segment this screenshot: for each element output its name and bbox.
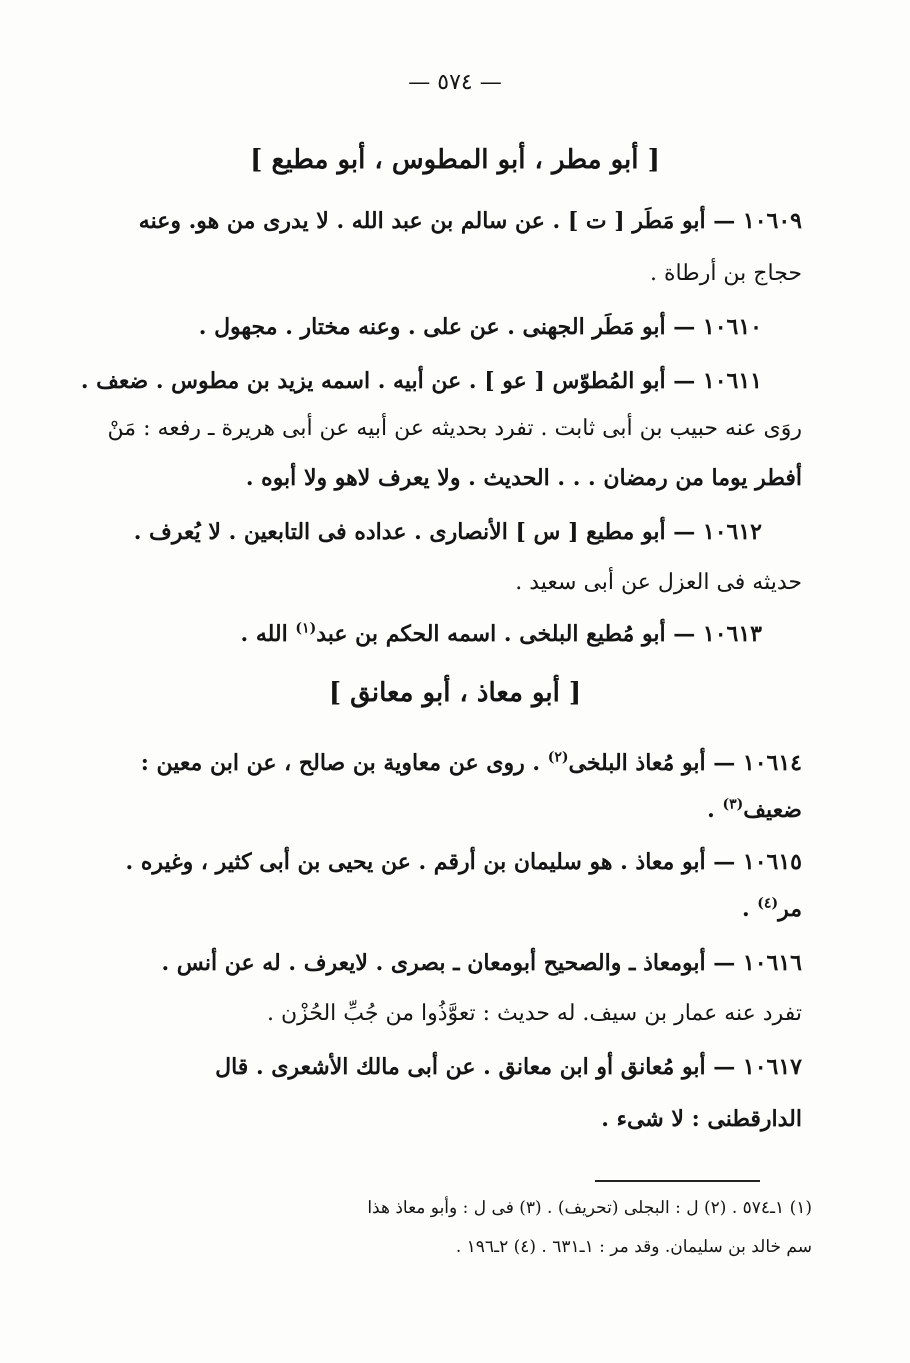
entry-10616-line2: تفرد عنه عمار بن سيف. له حديث : تعوَّذُوا من جُبِّ الحُزْن .: [266, 1001, 802, 1026]
entry-10611-line2: روَى عنه حبيب بن أبى ثابت . تفرد بحديثه عن أبيه عن أبى هريرة ـ رفعه : مَنْ: [107, 416, 802, 441]
footnotes-line2: سم خالد بن سليمان. وقد مر : ١ـ٦٣١ . (٤) ٢ـ١٩٦ .: [455, 1237, 812, 1257]
entry-10613-text: ١٠٦١٣ — أبو مُطيع البلخى . اسمه الحكم بن عبد: [316, 621, 762, 647]
entry-10614-end: .: [707, 797, 715, 823]
entry-10613-text-end: الله .: [240, 621, 288, 647]
footnotes-line1: (١) ١ـ٥٧٤ . (٢) ل : البجلى (تحريف) . (٣) فى ل : وأبو معاذ هذا: [367, 1198, 812, 1218]
entry-10617-line1: ١٠٦١٧ — أبو مُعانق أو ابن معانق . عن أبى مالك الأشعرى . قال: [215, 1054, 802, 1080]
footnote-ref-1: (١): [295, 620, 317, 637]
entry-10610-line1: ١٠٦١٠ — أبو مَطَر الجهنى . عن على . وعنه مختار . مجهول .: [198, 314, 762, 340]
entry-10614-text: ١٠٦١٤ — أبو مُعاذ البلخى: [568, 750, 802, 776]
entry-10609-line1: ١٠٦٠٩ — أبو مَطَر [ ت ] . عن سالم بن عبد الله . لا يدرى من هو. وعنه: [138, 208, 802, 234]
entry-10615-line2: [102, 892, 802, 926]
entry-10616-line1: ١٠٦١٦ — أبومعاذ ـ والصحيح أبومعان ـ بصرى . لايعرف . له عن أنس .: [161, 950, 802, 976]
entry-10611-line1: ١٠٦١١ — أبو المُطوّس [ عو ] . عن أبيه . اسمه يزيد بن مطوس . ضعف .: [80, 368, 762, 394]
entry-10614-line1: [102, 746, 802, 780]
entry-10612-line2: حديثه فى العزل عن أبى سعيد .: [515, 570, 802, 595]
entry-10611-line3: أفطر يوما من رمضان . . . الحديث . ولا يعرف لاهو ولا أبوه .: [245, 465, 802, 491]
entry-10612-line1: ١٠٦١٢ — أبو مطيع [ س ] الأنصارى . عداده فى التابعين . لا يُعرف .: [133, 519, 762, 545]
page-number: — ٥٧٤ —: [408, 70, 502, 95]
entry-10615-line1: ١٠٦١٥ — أبو معاذ . هو سليمان بن أرقم . عن يحيى بن أبى كثير ، وغيره .: [125, 849, 802, 875]
entry-10614-line2: [102, 793, 802, 827]
section-heading-abu-muadh: [ أبو معاذ ، أبو معانق ]: [328, 678, 582, 708]
entry-10617-line2: الدارقطنى : لا شىء .: [601, 1106, 802, 1132]
footnote-divider: [595, 1180, 760, 1182]
entry-10614-text-cont: . روى عن معاوية بن صالح ، عن ابن معين :: [140, 750, 541, 776]
entry-10615-end: .: [741, 896, 750, 922]
section-heading-abu-matar: [ أبو مطر ، أبو المطوس ، أبو مطيع ]: [250, 145, 660, 175]
footnote-ref-3: (٣): [722, 796, 744, 813]
entry-10613-line1: [102, 617, 762, 651]
entry-10615-mentioned: مر: [778, 896, 802, 922]
footnote-ref-2: (٢): [547, 749, 569, 766]
entry-10609-line2: حجاج بن أرطاة .: [649, 261, 802, 286]
footnote-ref-4: (٤): [757, 895, 779, 912]
entry-10614-weak: ضعيف: [743, 797, 802, 823]
